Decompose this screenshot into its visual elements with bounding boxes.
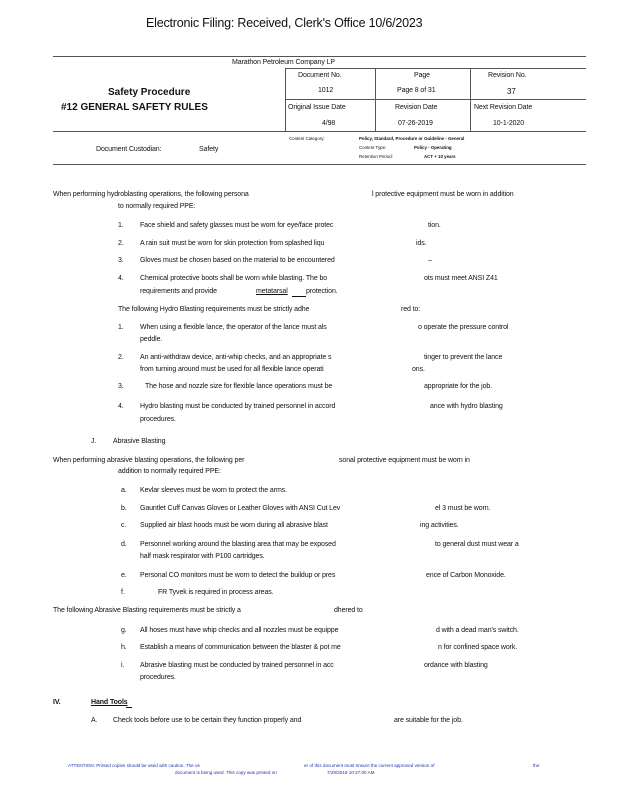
list-item-text-cont: appropriate for the job.	[424, 383, 493, 390]
list-item-text-cont: d with a dead man's switch.	[436, 627, 519, 634]
abrasive-intro-line1-a: When performing abrasive blasting operations, the following per	[53, 457, 245, 464]
list-item-text-line2: procedures.	[140, 674, 176, 681]
custodian-value: Safety	[199, 146, 219, 153]
list-item-text-cont: ance with hydro blasting	[430, 403, 503, 410]
list-item-text-line2: procedures.	[140, 416, 176, 423]
page-value: Page 8 of 31	[397, 87, 436, 94]
list-item-text: Gloves must be chosen based on the material to be encountered	[140, 257, 335, 264]
content-type-label: Content Type:	[359, 145, 387, 150]
original-issue-date: 4/98	[322, 120, 336, 127]
list-item-text-cont: ordance with blasting	[424, 662, 488, 669]
list-item-text-cont: ence of Carbon Monoxide.	[426, 572, 506, 579]
list-item-text-line2: peddle.	[140, 336, 163, 343]
list-item-number: 1.	[118, 222, 124, 229]
list-item-letter: b.	[121, 505, 127, 512]
revision-no-label: Revision No.	[488, 72, 527, 79]
list-item-text-cont: tion.	[428, 222, 441, 229]
header-rule-2	[285, 68, 586, 69]
header-vrule-2	[375, 68, 376, 131]
list-item-number: 1.	[118, 324, 124, 331]
list-item-text: FR Tyvek is required in process areas.	[158, 589, 274, 596]
hydro-req-intro-a: The following Hydro Blasting requirements must be strictly adhe	[118, 306, 310, 313]
abrasive-req-intro-a: The following Abrasive Blasting requirements must be strictly a	[53, 607, 241, 614]
list-item-text-line2: from turning around must be used for all flexible lance operati	[140, 366, 324, 373]
revision-date: 07-26-2019	[398, 120, 433, 127]
retention-label: Retention Period:	[359, 154, 393, 159]
list-item-text: Personnel working around the blasting area that may be exposed	[140, 541, 336, 548]
retention-value: ACT + 10 years	[424, 154, 456, 159]
custodian-label: Document Custodian:	[96, 146, 162, 153]
document-no: 1012	[318, 87, 334, 94]
header-vrule-1	[285, 68, 286, 131]
hand-tools-letter: A.	[91, 717, 98, 724]
footer-attention-a: ATTENTION: Printed copies should be used with caution. The us	[68, 763, 200, 768]
list-item-letter: g.	[121, 627, 127, 634]
abrasive-heading: Abrasive Blasting	[113, 438, 166, 445]
list-item-text: Abrasive blasting must be conducted by trained personnel in acc	[140, 662, 334, 669]
content-type-value: Policy - Operating	[414, 145, 452, 150]
list-item-text-cont: ing activities.	[420, 522, 459, 529]
hydro-req-intro-b: red to:	[401, 306, 421, 313]
list-item-number: 2.	[118, 240, 124, 247]
list-item-text: Face shield and safety glasses must be worn for eye/face protec	[140, 222, 334, 229]
list-item-text: A rain suit must be worn for skin protection from splashed liqu	[140, 240, 325, 247]
metatarsal-underline-extension	[292, 296, 306, 297]
revision-no: 37	[507, 87, 516, 96]
metatarsal-underlined: metatarsal	[256, 288, 288, 295]
list-item-text: Establish a means of communication between the blaster & pot me	[140, 644, 341, 651]
abrasive-intro-line2: addition to normally required PPE:	[118, 468, 221, 475]
list-item-text-cont: –	[428, 257, 432, 264]
content-category-label: Content Category:	[289, 136, 325, 141]
list-item-text: Personal CO monitors must be worn to detect the buildup or pres	[140, 572, 336, 579]
list-item-text-line2: requirements and provide	[140, 288, 217, 295]
list-item-text: When using a flexible lance, the operator of the lance must als	[140, 324, 327, 331]
list-item-number: 4.	[118, 275, 124, 282]
filing-stamp: Electronic Filing: Received, Clerk's Office 10/6/2023	[146, 16, 423, 30]
list-item-letter: a.	[121, 487, 127, 494]
footer-attention-c: the	[533, 763, 540, 768]
list-item-letter: c.	[121, 522, 127, 529]
list-item-text-cont: to general dust must wear a	[435, 541, 519, 548]
list-item-text: Kevlar sleeves must be worn to protect the arms.	[140, 487, 287, 494]
list-item-text-cont: el 3 must be worn.	[435, 505, 491, 512]
list-item-text-line2: half mask respirator with P100 cartridges.	[140, 553, 265, 560]
list-item-letter: h.	[121, 644, 127, 651]
list-item-text-cont: ots must meet ANSI Z41	[424, 275, 498, 282]
list-item-text: Chemical protective boots shall be worn while blasting. The bo	[140, 275, 328, 282]
revision-date-label: Revision Date	[395, 104, 438, 111]
company-name: Marathon Petroleum Company LP	[232, 59, 335, 66]
list-item-number: 3.	[118, 257, 124, 264]
header-rule-4	[53, 131, 586, 132]
list-item-text: The hose and nozzle size for flexible lance operations must be	[145, 383, 333, 390]
abrasive-intro-line1-b: sonal protective equipment must be worn in	[339, 457, 470, 464]
header-vrule-3	[470, 68, 471, 131]
list-item-text: An anti-withdraw device, anti-whip checks, and an appropriate s	[140, 354, 332, 361]
procedure-subtitle: #12 GENERAL SAFETY RULES	[61, 102, 208, 113]
header-top-rule	[53, 56, 586, 57]
hydro-intro-line2: to normally required PPE:	[118, 203, 196, 210]
list-item-text: Supplied air blast hoods must be worn during all abrasive blast	[140, 522, 328, 529]
section-iv-title: Hand Tools	[91, 699, 128, 706]
abrasive-heading-letter: J.	[91, 438, 97, 445]
list-item-text: Hydro blasting must be conducted by trained personnel in accord	[140, 403, 336, 410]
list-item-text: All hoses must have whip checks and all nozzles must be equippe	[140, 627, 339, 634]
list-item-text-cont: n for confined space work.	[438, 644, 518, 651]
list-item-letter: d.	[121, 541, 127, 548]
original-issue-label: Original Issue Date	[288, 104, 346, 111]
list-item-text-cont: ids.	[416, 240, 427, 247]
list-item-text: Gauntlet Cuff Canvas Gloves or Leather Gloves with ANSI Cut Lev	[140, 505, 341, 512]
list-item-text-cont: o operate the pressure control	[418, 324, 509, 331]
hydro-intro-line1-b: l protective equipment must be worn in addition	[372, 191, 514, 198]
header-bottom-rule	[53, 164, 586, 165]
list-item-number: 3.	[118, 383, 124, 390]
header-rule-3	[285, 99, 586, 100]
list-item-number: 2.	[118, 354, 124, 361]
section-iv-number: IV.	[53, 699, 61, 706]
hand-tools-text-b: are suitable for the job.	[394, 717, 463, 724]
hand-tools-text-a: Check tools before use to be certain they function properly and	[113, 717, 302, 724]
document-no-label: Document No.	[298, 72, 342, 79]
content-category-value: Policy, Standard, Procedure or Guideline - General	[359, 136, 465, 141]
list-item-letter: i.	[121, 662, 125, 669]
footer-print-timestamp: 7/29/2019 10:27:00 AM	[327, 770, 375, 775]
footer-printed-on: document is being used. This copy was printed on	[175, 770, 277, 775]
list-item-number: 4.	[118, 403, 124, 410]
footer-attention-b: er of this document must ensure the current approved version of	[304, 763, 435, 768]
list-item-text-line2-end: ons.	[412, 366, 425, 373]
list-item-text-line2-end: protection.	[306, 288, 338, 295]
hydro-intro-line1-a: When performing hydroblasting operations, the following persona	[53, 191, 249, 198]
list-item-letter: f.	[121, 589, 125, 596]
list-item-letter: e.	[121, 572, 127, 579]
next-revision-label: Next Revision Date	[474, 104, 533, 111]
page-label: Page	[414, 72, 430, 79]
next-revision-date: 10-1-2020	[493, 120, 525, 127]
list-item-text-cont: tinger to prevent the lance	[424, 354, 503, 361]
procedure-title: Safety Procedure	[108, 87, 191, 98]
section-iv-underline-extension	[126, 707, 132, 708]
abrasive-req-intro-b: dhered to	[334, 607, 363, 614]
